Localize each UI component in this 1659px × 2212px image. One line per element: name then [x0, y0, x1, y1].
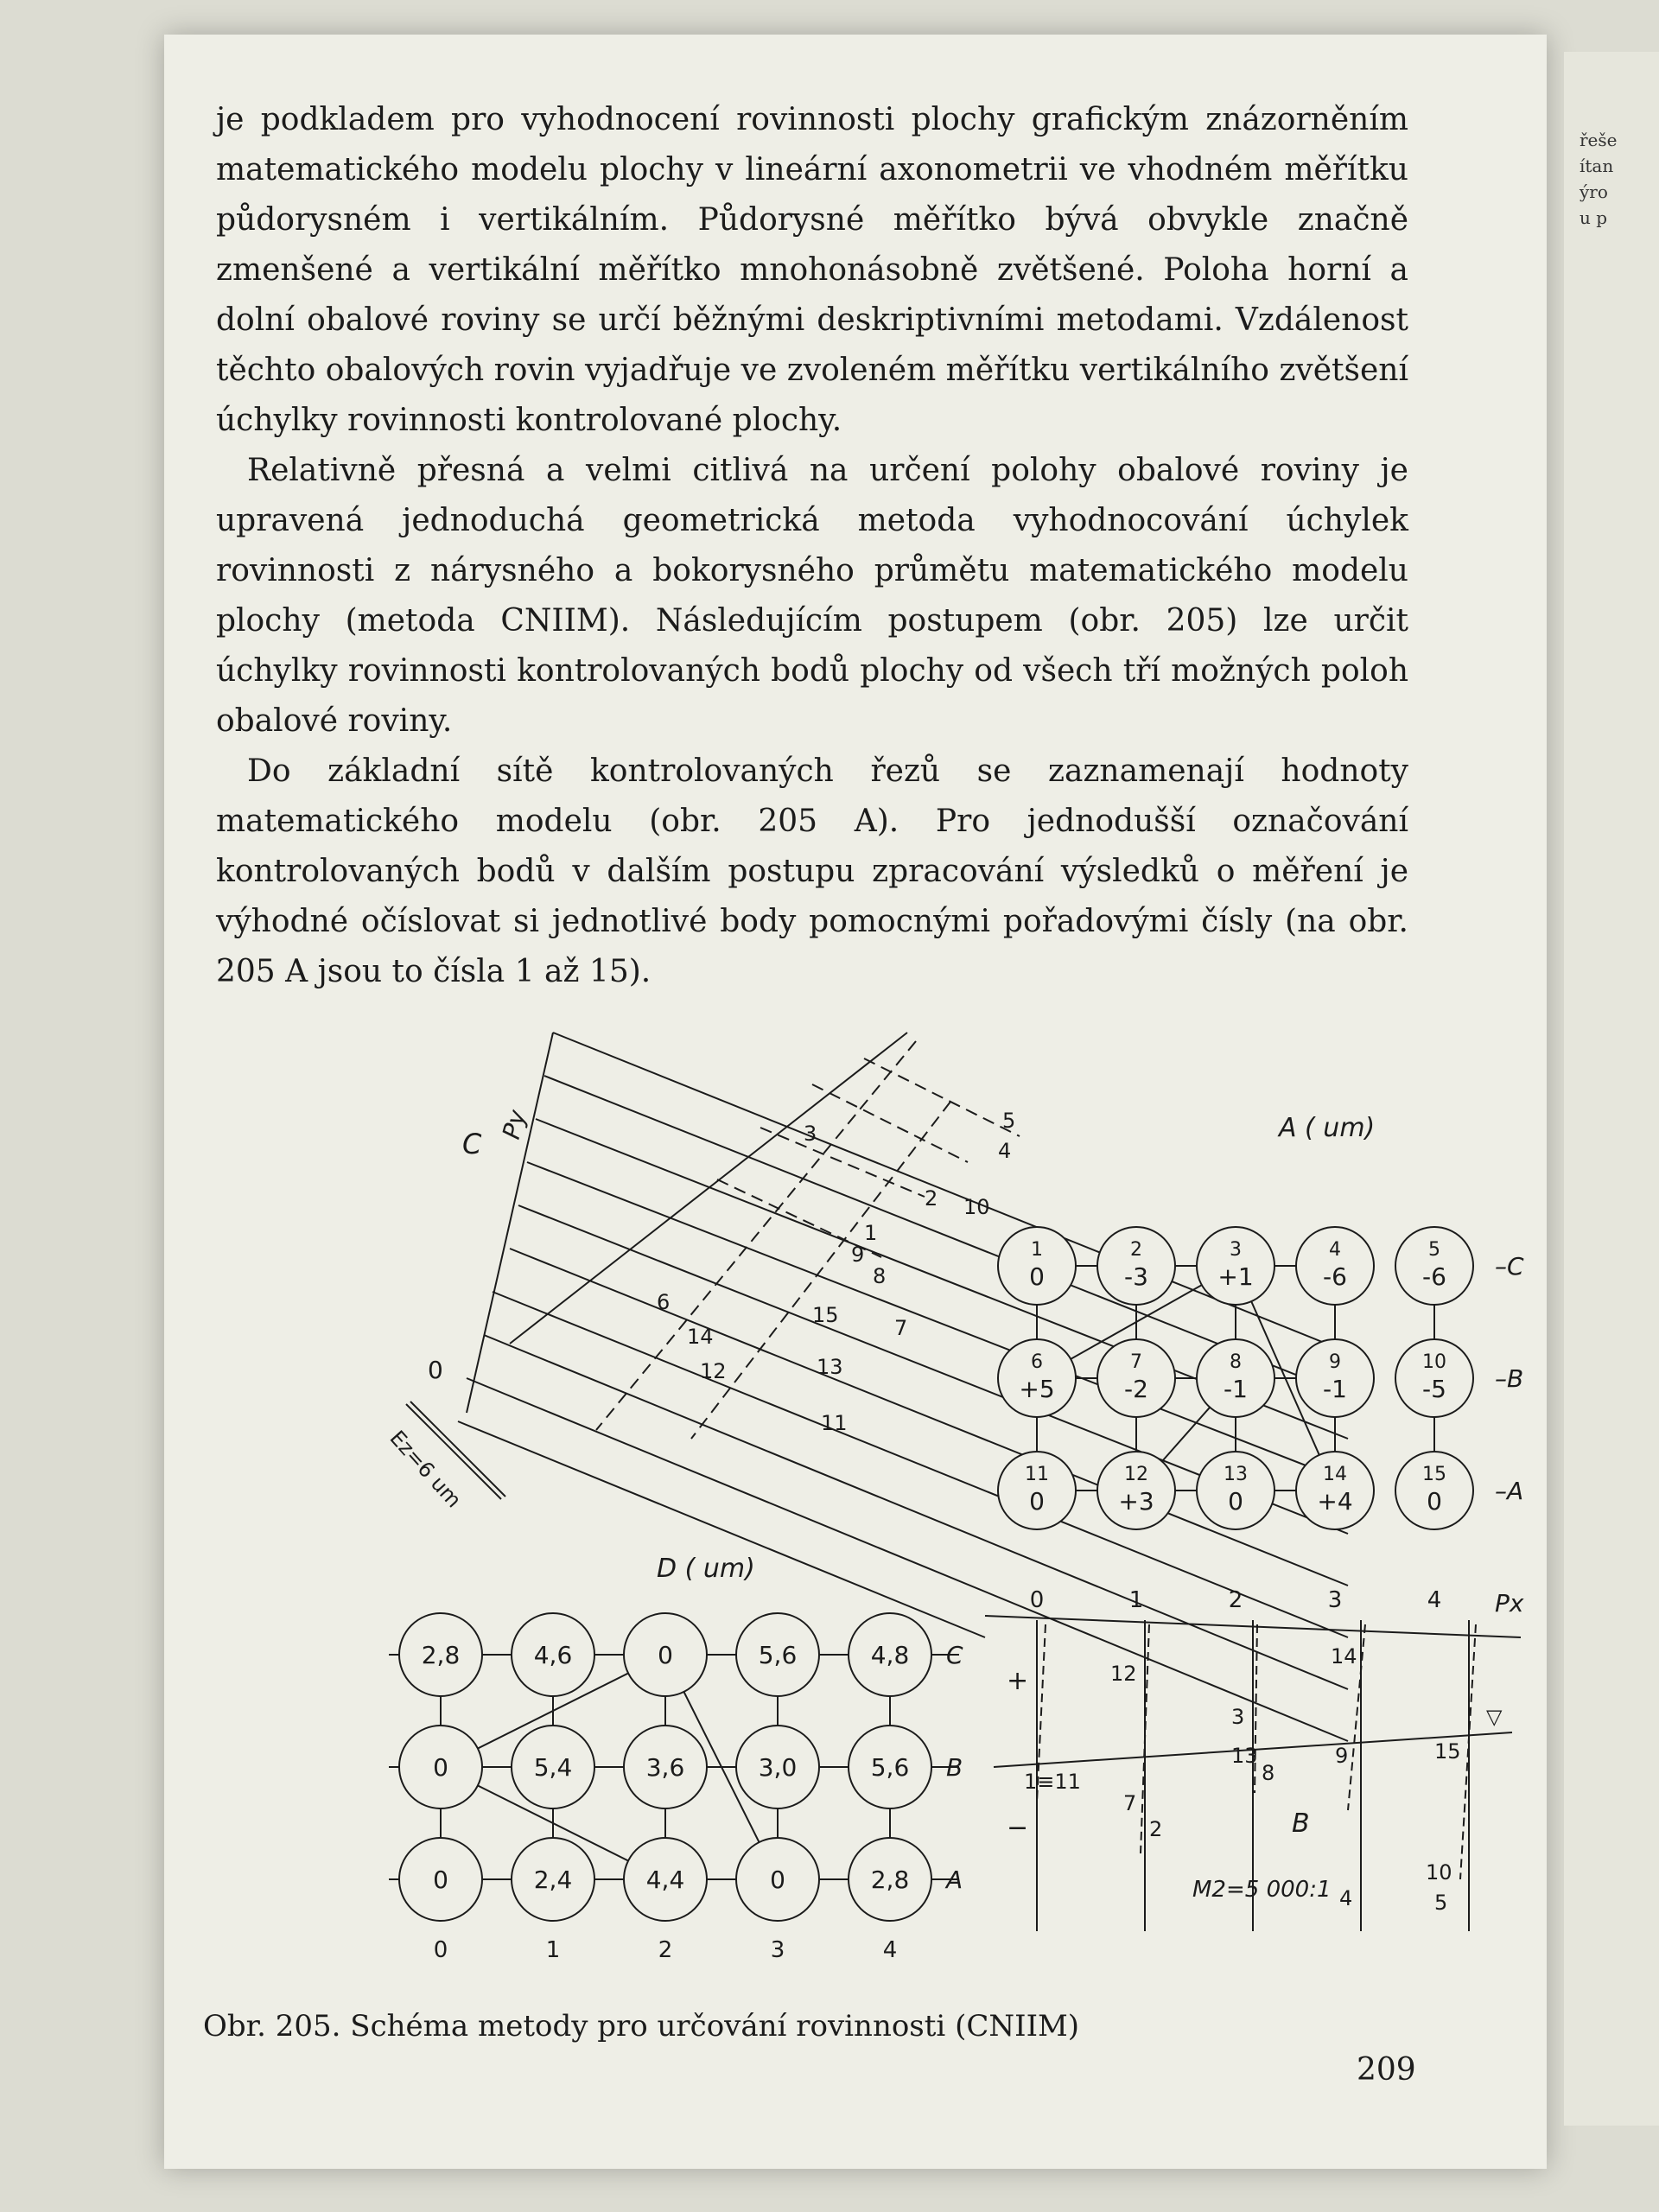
- grid-a-value: -6: [1323, 1262, 1347, 1291]
- grid-a-point-number: 4: [1329, 1239, 1341, 1261]
- projection-c-point: 3: [804, 1122, 817, 1146]
- grid-d-value: 5,4: [533, 1753, 573, 1782]
- projection-c-plane: Py: [496, 1106, 532, 1142]
- grid-d-column-label: 2: [658, 1937, 673, 1963]
- projection-c-point: 13: [817, 1355, 843, 1379]
- neighbor-word: řeše: [1580, 130, 1618, 150]
- body-text: [216, 95, 1408, 997]
- grid-a-point-number: 11: [1025, 1464, 1049, 1485]
- profile-b-points: [1024, 1644, 1461, 1915]
- grid-a-column-label: 4: [1427, 1587, 1442, 1613]
- projection-c-scale: Ez=6 um: [385, 1426, 467, 1513]
- grid-a-point-number: 15: [1422, 1464, 1446, 1485]
- grid-d-value: 4,8: [870, 1641, 910, 1669]
- grid-a-point-number: 6: [1031, 1351, 1043, 1373]
- figure-caption: Obr. 205. Schéma metody pro určování rovinnosti (CNIIM): [203, 2009, 1080, 2044]
- grid-d-column-label: 0: [433, 1937, 448, 1963]
- book-page: [164, 35, 1547, 2169]
- grid-a-value: -2: [1124, 1375, 1148, 1403]
- grid-d-row-label: A: [946, 1866, 963, 1894]
- neighbor-page: [1564, 52, 1659, 2126]
- projection-c-point: 5: [1002, 1109, 1016, 1133]
- grid-a-value: -6: [1422, 1262, 1446, 1291]
- projection-c-point: 12: [700, 1359, 727, 1383]
- grid-d-row-label: B: [946, 1753, 963, 1782]
- profile-b-point: 3: [1231, 1705, 1245, 1729]
- grid-a-point-number: 3: [1230, 1239, 1242, 1261]
- grid-a-value: 0: [1228, 1487, 1243, 1516]
- projection-c-zero: 0: [428, 1356, 443, 1384]
- figure-205: [207, 981, 1524, 2000]
- profile-b-point: 7: [1123, 1791, 1137, 1815]
- projection-c-point: 8: [873, 1264, 887, 1288]
- grid-a-point-number: 10: [1422, 1351, 1446, 1373]
- projection-c-points: [657, 1109, 1015, 1435]
- profile-b-point: 13: [1231, 1744, 1258, 1768]
- profile-b-point: 5: [1434, 1891, 1448, 1915]
- profile-b-point: 15: [1434, 1739, 1461, 1764]
- grid-a-point-number: 1: [1031, 1239, 1043, 1261]
- profile-b-plus: +: [1007, 1666, 1029, 1696]
- grid-a-value: -1: [1224, 1375, 1248, 1403]
- profile-b-point: 4: [1339, 1886, 1353, 1910]
- grid-a-point-number: 5: [1428, 1239, 1440, 1261]
- profile-b-point: 8: [1262, 1761, 1275, 1785]
- profile-b-point: 1≡11: [1024, 1770, 1081, 1794]
- profile-b-minus: −: [1007, 1813, 1029, 1843]
- profile-b-point: 14: [1331, 1644, 1357, 1669]
- projection-c-point: 11: [821, 1411, 848, 1435]
- grid-a-value: +3: [1118, 1487, 1154, 1516]
- grid-a-column-label: 3: [1327, 1587, 1343, 1613]
- grid-d-column-label: 3: [770, 1937, 785, 1963]
- grid-a: [998, 1227, 1524, 1613]
- profile-b-point: 2: [1149, 1817, 1163, 1841]
- projection-c-point: 4: [998, 1139, 1012, 1163]
- grid-a-value: 0: [1029, 1262, 1045, 1291]
- grid-d-value: 0: [433, 1866, 448, 1894]
- projection-c-label: C: [462, 1128, 482, 1160]
- grid-d-value: 3,0: [758, 1753, 798, 1782]
- paragraph-1: je podkladem pro vyhodnocení rovinnosti plochy grafickým znázorněním matematického modelu plochy v lineární axonometrii ve vhodném měřítku půdorysném i vertikálním. Půdorysné měřítko bývá obvykle značně zmenšené a vertikální měřítko mnohonásobně zvětšené. Poloha horní a dolní obalové roviny se určí běžnými deskriptivními metodami. Vzdálenost těchto obalových rovin vyjadřuje ve zvoleném měřítku vertikálního zvětšení úchylky rovinnosti kontrolované plochy.: [216, 102, 1408, 438]
- grid-a-point-number: 14: [1323, 1464, 1347, 1485]
- profile-b-label: B: [1292, 1808, 1310, 1839]
- projection-c-point: 10: [963, 1195, 990, 1219]
- grid-a-point-number: 9: [1329, 1351, 1341, 1373]
- grid-d-value: 0: [770, 1866, 785, 1894]
- grid-d-value: 2,4: [533, 1866, 573, 1894]
- projection-c-point: 14: [687, 1325, 714, 1349]
- grid-d-column-label: 1: [545, 1937, 561, 1963]
- grid-a-value: +1: [1217, 1262, 1254, 1291]
- profile-b-point: 9: [1335, 1744, 1349, 1768]
- projection-c-point: 2: [925, 1186, 938, 1211]
- profile-b-point: 10: [1426, 1860, 1452, 1885]
- grid-a-column-label: 0: [1029, 1587, 1045, 1613]
- grid-a-value: +4: [1317, 1487, 1353, 1516]
- grid-d-value: 3,6: [645, 1753, 685, 1782]
- grid-d-value: 4,4: [645, 1866, 685, 1894]
- grid-a-point-number: 13: [1224, 1464, 1248, 1485]
- projection-c-point: 1: [864, 1221, 878, 1245]
- grid-d-value: 4,6: [533, 1641, 573, 1669]
- projection-c-point: 6: [657, 1290, 671, 1314]
- grid-a-row-label: –A: [1495, 1477, 1524, 1505]
- profile-b-point: 12: [1110, 1662, 1137, 1686]
- grid-a-point-number: 12: [1124, 1464, 1148, 1485]
- page-number: 209: [1357, 2052, 1416, 2088]
- neighbor-word: ítan: [1580, 156, 1614, 176]
- projection-c-point: 9: [851, 1243, 865, 1267]
- grid-a-value: 0: [1427, 1487, 1442, 1516]
- neighbor-word: ýro: [1580, 181, 1608, 202]
- grid-a-column-label: 2: [1228, 1587, 1243, 1613]
- profile-b-scale: M2=5 000:1: [1192, 1877, 1332, 1903]
- grid-d-value: 5,6: [758, 1641, 798, 1669]
- projection-c-point: 7: [894, 1316, 908, 1340]
- grid-a-row-label: –B: [1495, 1364, 1524, 1393]
- grid-a-value: -5: [1422, 1375, 1446, 1403]
- paragraph-2: Relativně přesná a velmi citlivá na určení polohy obalové roviny je upravená jednoduchá geometrická metoda vyhodnocování úchylek rovinnosti z nárysného a bokorysného průmětu matematického modelu plochy (metoda CNIIM). Následujícím postupem (obr. 205) lze určit úchylky rovinnosti kontrolovaných bodů plochy od všech tří možných poloh obalové roviny.: [216, 453, 1408, 739]
- paragraph-3: Do základní sítě kontrolovaných řezů se zaznamenají hodnoty matematického modelu (obr. 205 A). Pro jednodušší označování kontrolovaných bodů v dalším postupu zpracování výsledků o měření je výhodné očíslovat si jednotlivé body pomocnými pořadovými čísly (na obr. 205 A jsou to čísla 1 až 15).: [216, 753, 1408, 989]
- grid-a-row-label: –C: [1495, 1252, 1524, 1281]
- grid-d-column-label: 4: [882, 1937, 898, 1963]
- grid-d-row-label: C: [946, 1641, 963, 1669]
- grid-a-point-number: 2: [1130, 1239, 1142, 1261]
- grid-a-column-label: 1: [1128, 1587, 1144, 1613]
- neighbor-word: u p: [1580, 207, 1608, 228]
- grid-d-value: 2,8: [870, 1866, 910, 1894]
- projection-c-point: 15: [812, 1303, 839, 1327]
- grid-a-point-number: 7: [1130, 1351, 1142, 1373]
- grid-a-value: +5: [1019, 1375, 1055, 1403]
- grid-a-point-number: 8: [1230, 1351, 1242, 1373]
- grid-d-value: 0: [658, 1641, 673, 1669]
- grid-d-value: 0: [433, 1753, 448, 1782]
- grid-a-value: -3: [1124, 1262, 1148, 1291]
- grid-d-value: 5,6: [870, 1753, 910, 1782]
- grid-a-title: A ( um): [1279, 1113, 1376, 1143]
- grid-d-title: D ( um): [657, 1554, 755, 1584]
- grid-a-value: -1: [1323, 1375, 1347, 1403]
- grid-d-value: 2,8: [421, 1641, 461, 1669]
- profile-b-triangle: ▽: [1486, 1705, 1503, 1729]
- grid-a-value: 0: [1029, 1487, 1045, 1516]
- profile-b-plane: Px: [1495, 1589, 1524, 1618]
